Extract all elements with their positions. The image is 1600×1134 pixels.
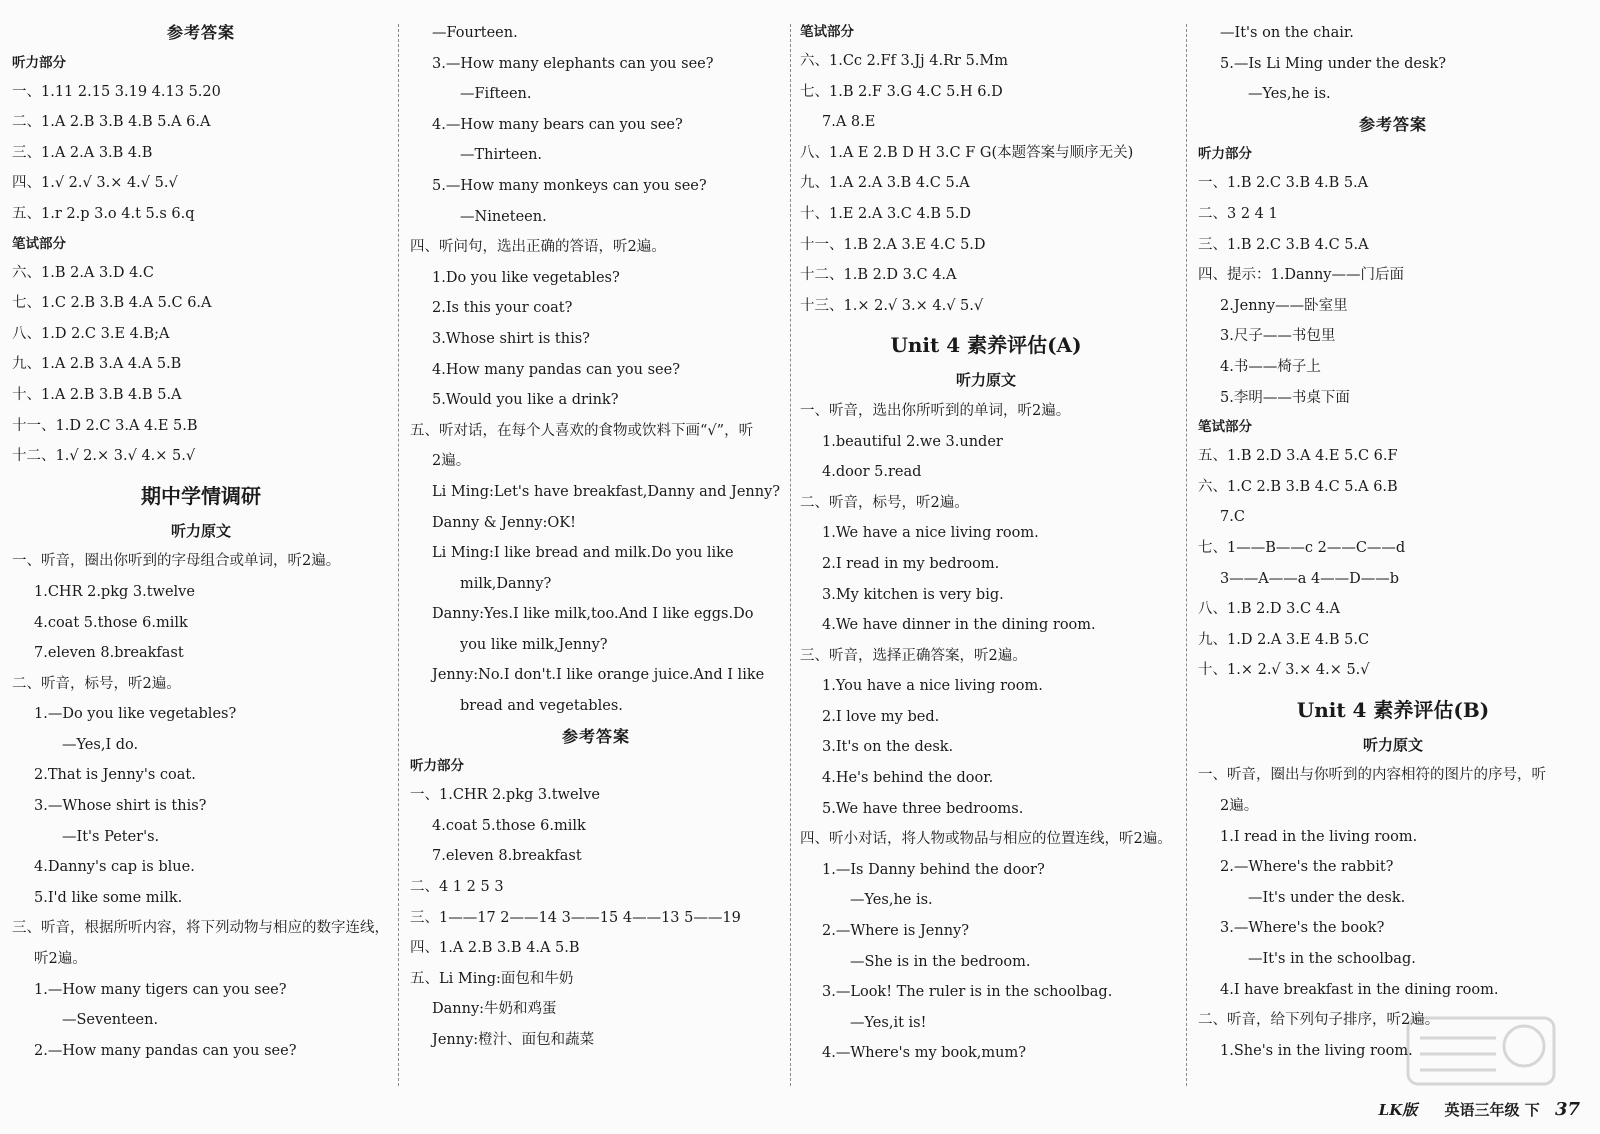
text-line: 4.We have dinner in the dining room. [822,617,1096,634]
text-line: 二、听音，给下列句子排序，听2遍。 [1198,1012,1440,1029]
text-line: 六、1.C 2.B 3.B 4.C 5.A 6.B [1198,478,1398,495]
text-line: 二、1.A 2.B 3.B 4.B 5.A 6.A [12,114,211,131]
text-line: Jenny:No.I don't.I like orange juice.And I like [432,667,765,684]
text-line: 3——A——a 4——D——b [1220,570,1400,587]
text-line: 一、1.CHR 2.pkg 3.twelve [410,787,600,804]
text-line: 5.Would you like a drink? [432,392,619,409]
text-line: —Yes,he is. [1248,86,1331,103]
page-footer [1379,1099,1580,1120]
text-line: 1.CHR 2.pkg 3.twelve [34,583,195,600]
text-line: 十二、1.√ 2.× 3.√ 4.× 5.√ [12,448,196,465]
text-line: 2.Jenny——卧室里 [1220,297,1348,314]
text-line: Danny & Jenny:OK! [432,514,576,531]
text-line: 2.I love my bed. [822,708,940,725]
text-line: 听2遍。 [34,951,87,968]
text-line: Li Ming:Let's have breakfast,Danny and Jenny? [432,483,781,500]
text-line: 三、1.A 2.A 3.B 4.B [12,144,153,161]
text-line: —Yes,I do. [62,736,139,753]
text-line: 一、1.B 2.C 3.B 4.B 5.A [1198,175,1369,192]
text-line: 五、Li Ming:面包和牛奶 [410,970,574,987]
section-heading: 参考答案 [561,726,630,746]
text-line: —Yes,it is! [850,1014,927,1031]
text-line: —It's under the desk. [1248,889,1406,906]
text-line: —Fifteen. [460,86,532,103]
text-line: 三、听音，选择正确答案，听2遍。 [800,647,1027,664]
text-line: 十三、1.× 2.√ 3.× 4.√ 5.√ [800,297,984,314]
text-line: 十、1.E 2.A 3.C 4.B 5.D [800,205,972,222]
text-line: —Fourteen. [432,25,518,41]
text-line: Danny:Yes.I like milk,too.And I like eggs.Do [432,606,754,623]
text-line: 1.—Do you like vegetables? [34,706,237,723]
text-line: 2.—How many pandas can you see? [34,1042,297,1059]
text-line: 二、听音，标号，听2遍。 [800,494,969,511]
edition-label: LK版 [1378,1101,1418,1119]
text-line: 七、1——B——c 2——C——d [1198,539,1406,556]
text-line: milk,Danny? [460,575,552,592]
text-line: 一、听音，圈出你听到的字母组合或单词，听2遍。 [12,553,341,570]
text-line: —It's Peter's. [62,828,160,845]
text-line: 十、1.× 2.√ 3.× 4.× 5.√ [1198,662,1370,679]
text-line: 十一、1.B 2.A 3.E 4.C 5.D [800,236,986,253]
column-2 [410,18,782,1056]
column-divider [398,24,399,1086]
text-line: 5.We have three bedrooms. [822,800,1024,817]
text-line: 2.—Where's the rabbit? [1220,859,1394,876]
text-line: —It's in the schoolbag. [1248,951,1416,968]
text-line: 2.—Where is Jenny? [822,923,970,940]
text-line: —Nineteen. [460,208,547,225]
text-line: you like milk,Jenny? [460,636,608,653]
text-line: 四、听小对话，将人物或物品与相应的位置连线，听2遍。 [800,831,1172,848]
text-line: 五、1.r 2.p 3.o 4.t 5.s 6.q [12,205,195,222]
text-line: 1.—How many tigers can you see? [34,981,287,998]
text-line: 九、1.A 2.B 3.A 4.A 5.B [12,356,182,373]
text-line: 四、1.√ 2.√ 3.× 4.√ 5.√ [12,175,178,192]
text-line: —She is in the bedroom. [850,953,1031,970]
text-line: 2遍。 [1220,798,1259,815]
sub-heading: 听力原文 [1362,735,1423,754]
text-line: 二、听音，标号，听2遍。 [12,675,181,692]
text-line: 八、1.D 2.C 3.E 4.B;A [12,325,170,342]
unit-title: Unit 4 素养评估(B) [1296,697,1490,722]
text-line: 1.She's in the living room. [1220,1042,1413,1059]
sub-heading: 听力原文 [955,371,1016,390]
text-line: 2.I read in my bedroom. [822,555,1000,572]
text-line: 二、3 2 4 1 [1198,205,1278,222]
text-line: 1.You have a nice living room. [822,678,1043,695]
text-line: 4.—Where's my book,mum? [822,1045,1027,1062]
unit-title: Unit 4 素养评估(A) [890,333,1082,358]
part-label: 听力部分 [410,758,464,775]
text-line: 4.coat 5.those 6.milk [432,817,586,834]
text-line: —Seventeen. [62,1012,159,1029]
text-line: 六、1.Cc 2.Ff 3.Jj 4.Rr 5.Mm [800,53,1009,69]
part-label: 笔试部分 [800,24,854,40]
text-line: 八、1.A E 2.B D H 3.C F G(本题答案与顺序无关) [800,144,1134,161]
part-label: 笔试部分 [1198,419,1252,436]
text-line: 九、1.A 2.A 3.B 4.C 5.A [800,175,970,192]
text-line: 三、1——17 2——14 3——15 4——13 5——19 [410,909,741,926]
text-line: 二、4 1 2 5 3 [410,879,504,896]
text-line: 4.Danny's cap is blue. [34,859,195,876]
text-line: 4.书——椅子上 [1220,358,1321,375]
text-line: 3.—Whose shirt is this? [34,798,207,815]
unit-title: 期中学情调研 [141,483,261,508]
text-line: 一、1.11 2.15 3.19 4.13 5.20 [12,83,221,100]
text-line: 八、1.B 2.D 3.C 4.A [1198,601,1341,618]
text-line: 5.I'd like some milk. [34,889,183,906]
text-line: 四、听问句，选出正确的答语，听2遍。 [410,239,666,256]
text-line: 3.My kitchen is very big. [822,586,1004,603]
text-line: 7.C [1220,509,1245,526]
text-line: 十二、1.B 2.D 3.C 4.A [800,267,957,284]
column-divider [1186,24,1187,1086]
column-1 [12,18,390,1066]
text-line: 4.I have breakfast in the dining room. [1220,981,1499,998]
text-line: 1.beautiful 2.we 3.under [822,433,1003,450]
text-line: 5.—Is Li Ming under the desk? [1220,55,1447,72]
text-line: 五、1.B 2.D 3.A 4.E 5.C 6.F [1198,448,1398,465]
text-line: 六、1.B 2.A 3.D 4.C [12,264,155,281]
text-line: 2遍。 [432,453,471,470]
text-line: 4.coat 5.those 6.milk [34,614,188,631]
column-4 [1198,18,1588,1066]
text-line: 七、1.C 2.B 3.B 4.A 5.C 6.A [12,295,212,312]
text-line: 三、1.B 2.C 3.B 4.C 5.A [1198,236,1369,253]
text-line: 3.—Where's the book? [1220,920,1385,937]
column-3 [800,18,1172,1069]
text-line: 5.—How many monkeys can you see? [432,177,707,194]
text-line: 3.—How many elephants can you see? [432,55,714,72]
text-line: 2.That is Jenny's coat. [34,767,196,784]
text-line: 十一、1.D 2.C 3.A 4.E 5.B [12,417,198,434]
text-line: 四、提示：1.Danny——门后面 [1198,267,1404,284]
text-line: Jenny:橙汁、面包和蔬菜 [432,1032,595,1048]
text-line: 1.Do you like vegetables? [432,269,620,286]
text-line: Danny:牛奶和鸡蛋 [432,1001,557,1018]
section-heading: 参考答案 [166,23,235,42]
page-number: 37 [1554,1099,1580,1120]
part-label: 笔试部分 [12,235,66,252]
text-line: 3.Whose shirt is this? [432,330,590,347]
text-line: 1.We have a nice living room. [822,525,1039,542]
text-line: 一、听音，选出你所听到的单词，听2遍。 [800,402,1071,419]
text-line: 一、听音，圈出与你听到的内容相符的图片的序号，听 [1198,767,1546,784]
text-line: 四、1.A 2.B 3.B 4.A 5.B [410,940,580,957]
text-line: 7.eleven 8.breakfast [432,848,582,865]
text-line: 五、听对话，在每个人喜欢的食物或饮料下画“√”，听 [410,422,754,439]
text-line: 3.—Look! The ruler is in the schoolbag. [822,984,1113,1001]
text-line: 2.Is this your coat? [432,300,573,317]
text-line: 4.He's behind the door. [822,770,994,787]
text-line: —Yes,he is. [850,892,933,909]
text-line: 7.eleven 8.breakfast [34,645,184,662]
text-line: 5.李明——书桌下面 [1220,389,1350,406]
text-line: —Thirteen. [460,147,543,164]
part-label: 听力部分 [1198,146,1252,163]
text-line: 十、1.A 2.B 3.B 4.B 5.A [12,386,182,403]
text-line: 7.A 8.E [822,114,876,131]
subject-label: 英语三年级 下 [1444,1101,1540,1119]
text-line: 1.I read in the living room. [1220,828,1418,845]
text-line: 三、听音，根据所听内容，将下列动物与相应的数字连线， [12,920,389,937]
text-line: 1.—Is Danny behind the door? [822,861,1045,878]
text-line: Li Ming:I like bread and milk.Do you like [432,545,734,562]
part-label: 听力部分 [12,54,66,71]
text-line: 4.door 5.read [822,464,922,481]
text-line: 九、1.D 2.A 3.E 4.B 5.C [1198,631,1370,648]
text-line: 七、1.B 2.F 3.G 4.C 5.H 6.D [800,83,1003,100]
column-divider [790,24,791,1086]
text-line: 4.—How many bears can you see? [432,116,683,133]
text-line: 3.尺子——书包里 [1220,328,1336,345]
watermark-stamp-icon [1406,1016,1556,1086]
text-line: 3.It's on the desk. [822,739,954,756]
watermark-logo [1406,1016,1556,1090]
section-heading: 参考答案 [1358,114,1427,134]
sub-heading: 听力原文 [170,521,231,540]
text-line: 4.How many pandas can you see? [432,361,680,378]
text-line: —It's on the chair. [1220,25,1354,41]
text-line: bread and vegetables. [460,698,623,715]
